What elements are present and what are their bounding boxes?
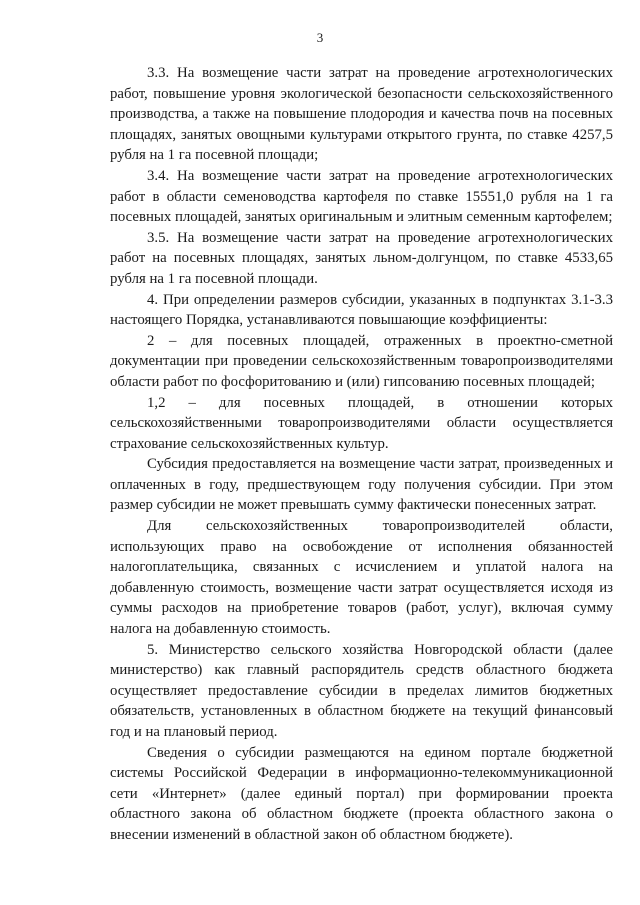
paragraph-4: 4. При определении размеров субсидии, указанных в подпунктах 3.1-3.3 настоящего Порядка, устанавливаются повышающие коэффициенты: bbox=[110, 291, 613, 329]
paragraph-portal-info: Сведения о субсидии размещаются на едином портале бюджетной системы Российской Федерации в информационно-телекоммуникационной сети «Интернет» (далее единый портал) при формировании проекта областного закона об областном бюджете (проекта областного закона о внесении изменений в областной закон об областном бюджете). bbox=[110, 744, 613, 843]
paragraph-3-3: 3.3. На возмещение части затрат на проведение агротехнологических работ, повышение уровня экологической безопасности сельскохозяйственного производства, а также на повышение плодородия и качества почв на посевных площадях, занятых овощными культурами открытого грунта, по ставке 4257,5 рубля на 1 га посевной площади; bbox=[110, 65, 613, 164]
page-number: 3 bbox=[316, 30, 324, 45]
document-body bbox=[110, 63, 613, 846]
paragraph-5: 5. Министерство сельского хозяйства Новгородской области (далее министерство) как главный распорядитель средств областного бюджета осуществляет предоставление субсидии в пределах лимитов бюджетных обязательств, установленных в областном бюджете на текущий финансовый год и на плановый период. bbox=[110, 641, 613, 740]
paragraph-coefficient-2: 2 – для посевных площадей, отраженных в проектно-сметной документации при проведении сельскохозяйственным товаропроизводителями области работ по фосфоритованию и (или) гипсованию посевных площадей; bbox=[110, 332, 613, 390]
paragraph-3-5: 3.5. На возмещение части затрат на проведение агротехнологических работ на посевных площадях, занятых льном-долгунцом, по ставке 4533,65 рубля на 1 га посевной площади. bbox=[110, 229, 613, 287]
paragraph-subsidy-terms: Субсидия предоставляется на возмещение части затрат, произведенных и оплаченных в году, предшествующем году получения субсидии. При этом размер субсидии не может превышать сумму фактически понесенных затрат. bbox=[110, 456, 613, 514]
paragraph-coefficient-1-2: 1,2 – для посевных площадей, в отношении которых сельскохозяйственными товаропроизводителями области осуществляется страхование сельскохозяйственных культур. bbox=[110, 394, 613, 452]
paragraph-vat-exemption: Для сельскохозяйственных товаропроизводителей области, использующих право на освобождение от исполнения обязанностей налогоплательщика, связанных с исчислением и уплатой налога на добавленную стоимость, возмещение части затрат осуществляется исходя из суммы расходов на приобретение товаров (работ, услуг), включая сумму налога на добавленную стоимость. bbox=[110, 518, 613, 638]
paragraph-3-4: 3.4. На возмещение части затрат на проведение агротехнологических работ в области семеноводства картофеля по ставке 15551,0 рубля на 1 га посевных площадей, занятых оригинальным и элитным семенным картофелем; bbox=[110, 167, 613, 226]
